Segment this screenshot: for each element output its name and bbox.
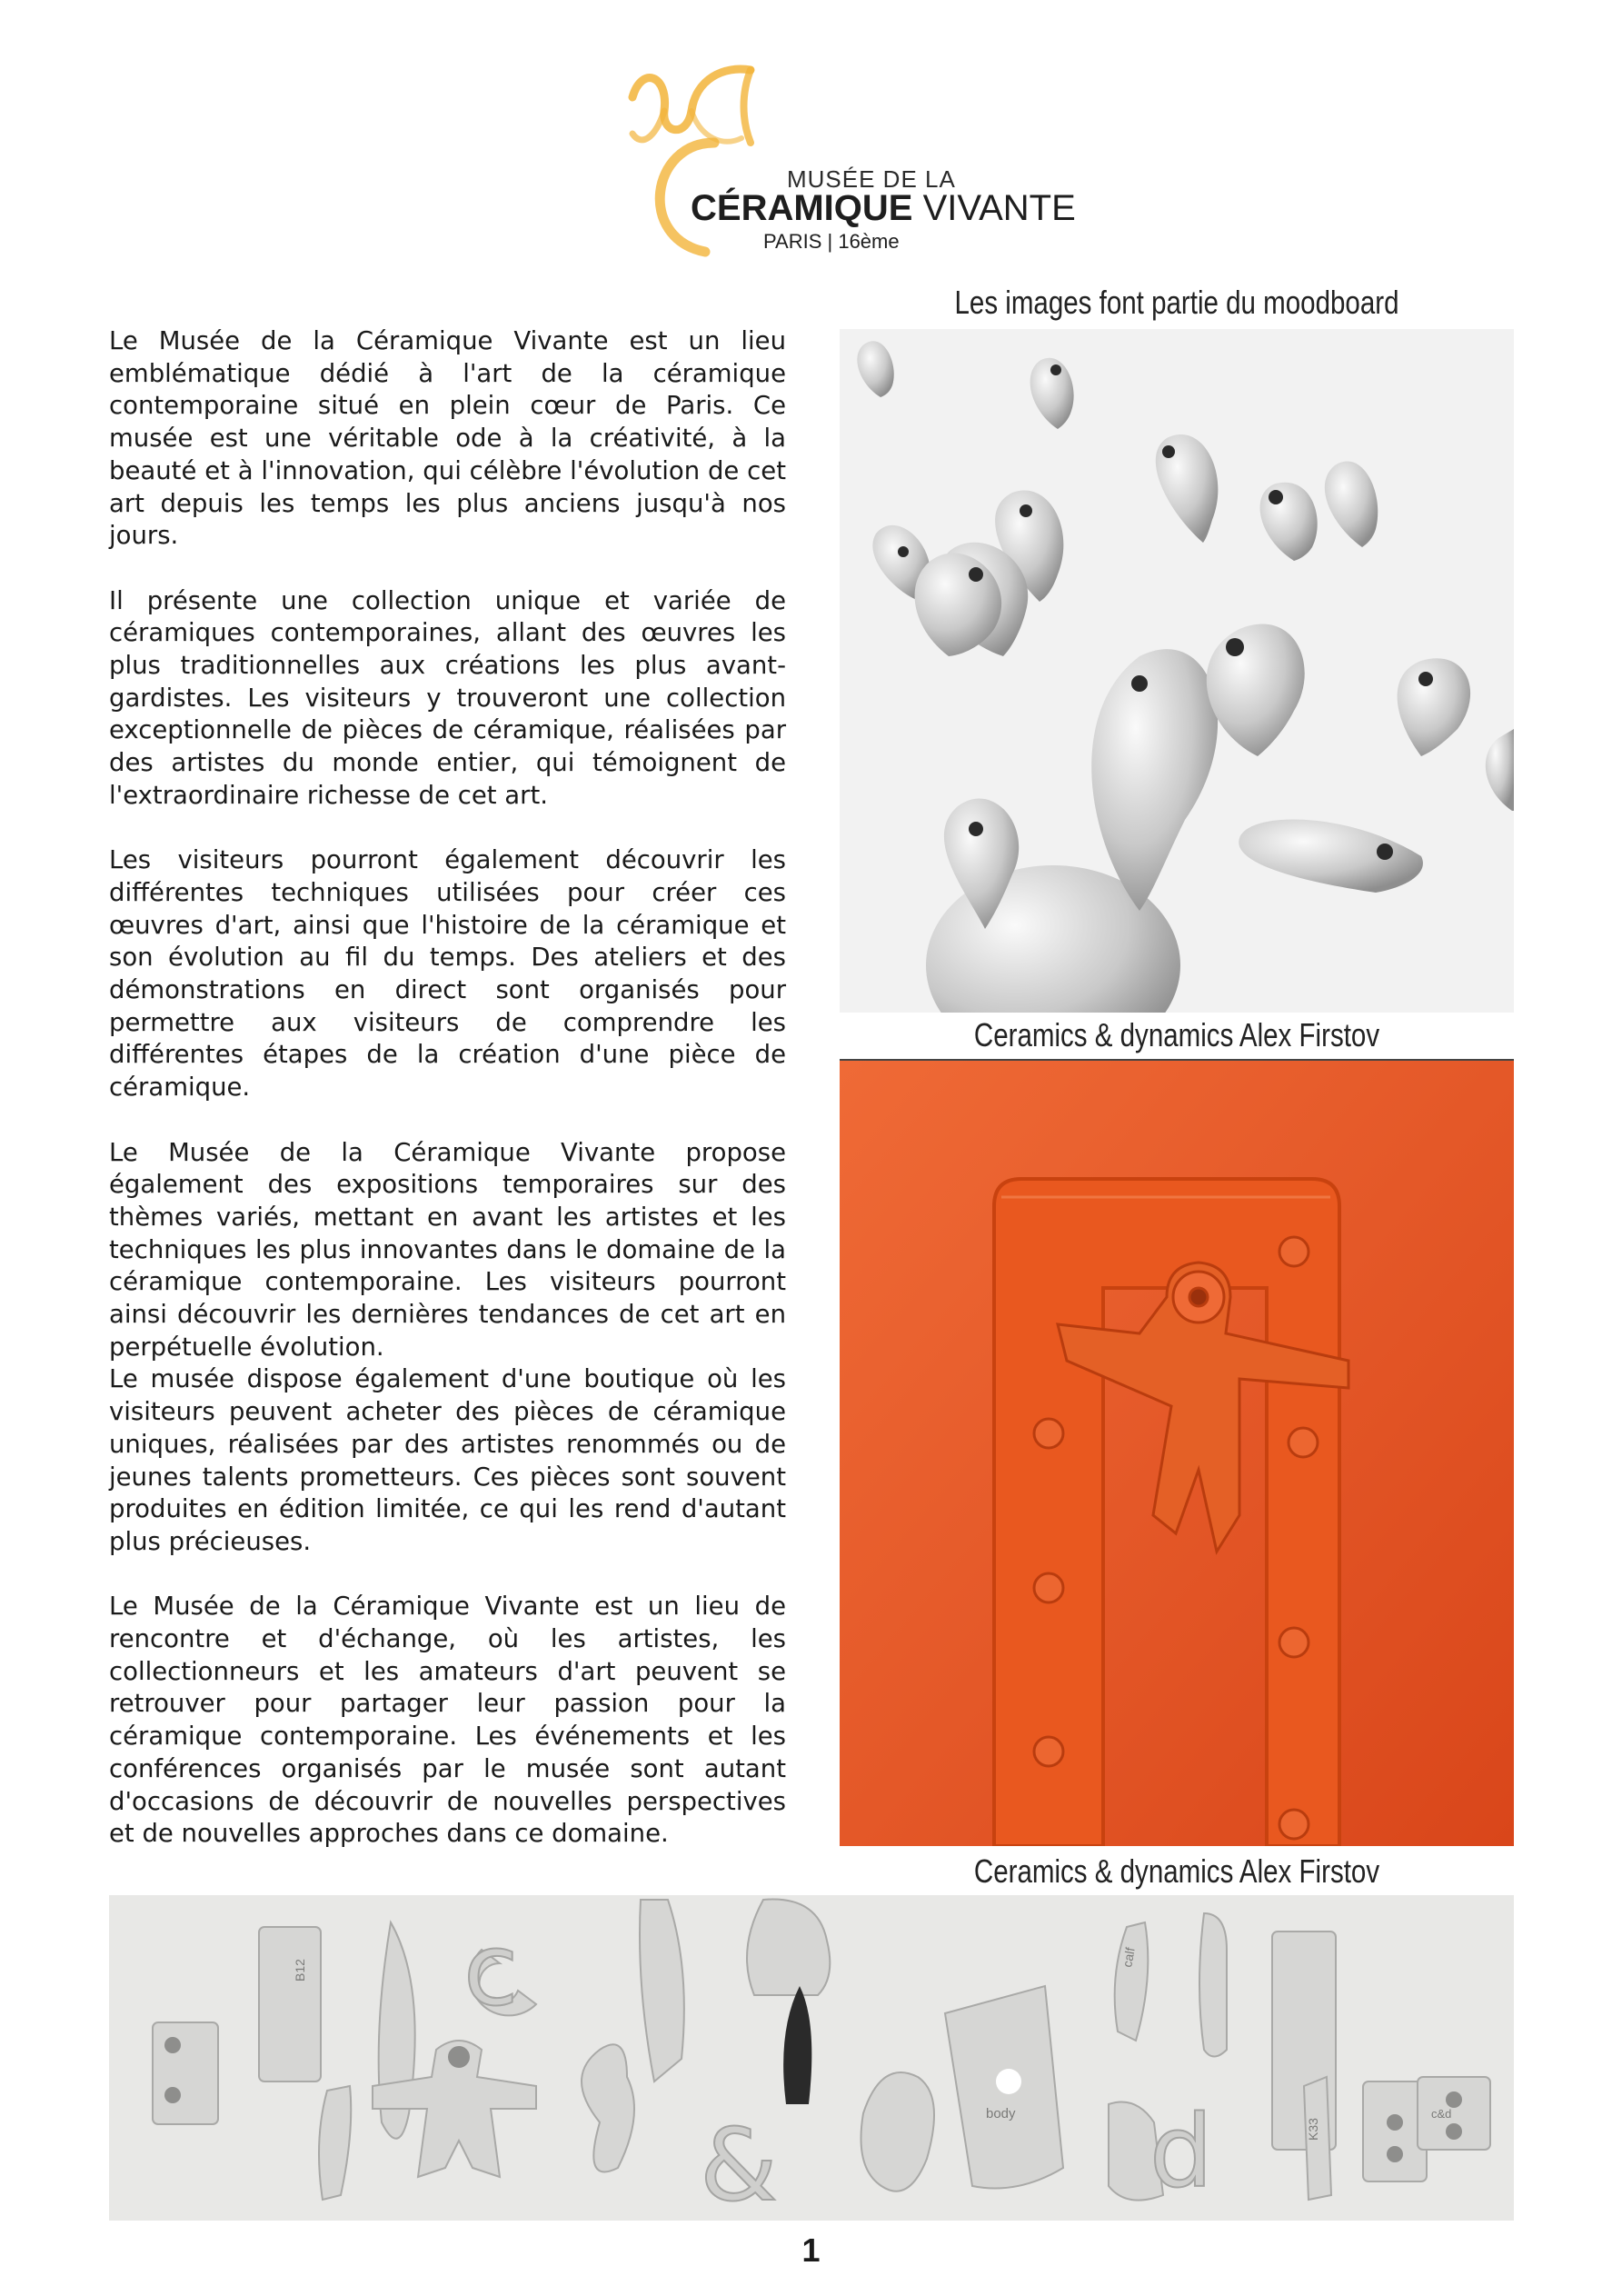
tag-body: body [986,2106,1016,2121]
tag-cd: c&d [1431,2107,1452,2121]
paragraph-techniques: Les visiteurs pourront également découvrir les différentes techniques utilisées pour créer ces œuvres d'art, ainsi que l'histoire de la céramique et son évolution au fil du temps. Des ateliers et des démonstrations en direct sont organisés pour permettre aux visiteurs de comprendre les différentes étapes de la création d'une pièce de céramique. [109,845,786,1103]
ceramic-drops-image [840,329,1514,1013]
logo-line-1: MUSÉE DE LA [787,165,956,193]
logo-monogram-icon [614,56,778,261]
image-2-caption: Ceramics & dynamics Alex Firstov [973,1852,1380,1890]
paragraph-intro: Le Musée de la Céramique Vivante est un lieu emblématique dédié à l'art de la céramique contemporaine situé en plein cœur de Paris. Ce musée est une véritable ode à la créativité, à la beauté et à l'innovation, qui célèbre l'évolution de cet art depuis les temps les plus anciens jusqu'à nos jours. [109,326,786,551]
image-1-caption: Ceramics & dynamics Alex Firstov [973,1016,1380,1053]
logo-line-2 [691,188,1076,229]
logo-line-3: PARIS | 16ème [763,230,900,253]
ceramic-ampersand: & [700,2107,778,2221]
tag-b12: B12 [293,1959,307,1982]
ceramic-pieces-image [109,1895,1514,2221]
tag-k33: K33 [1306,2118,1320,2141]
page-number: 1 [801,2231,821,2269]
moodboard-caption: Les images font partie du moodboard [954,284,1399,321]
ceramic-letter-d: d [1149,2093,1213,2210]
paragraph-exhibitions: Le Musée de la Céramique Vivante propose également des expositions temporaires sur des thèmes variés, mettant en avant les artistes et les techniques les plus innovantes dans le domaine de la céramique contemporaine. Les visiteurs pourront ainsi découvrir les dernières tendances de cet art en perpétuelle évolution. [109,1137,786,1362]
paragraph-boutique: Le musée dispose également d'une boutique où les visiteurs peuvent acheter des pièces de céramique uniques, réalisées par des artistes renommés ou de jeunes talents prometteurs. Ces pièces sont souvent produites en édition limitée, ce qui les rend d'autant plus précieuses. [109,1364,786,1556]
paragraph-collection: Il présente une collection unique et variée de céramiques contemporaines, allant des œuvres les plus traditionnelles aux créations les plus avant-gardistes. Les visiteurs y trouveront une collection exceptionnelle de pièces de céramique, réalisées par des artistes du monde entier, qui témoignent de l'extraordinaire richesse de cet art. [109,585,786,810]
logo-line-2-rest: VIVANTE [912,188,1076,228]
paragraph-meeting: Le Musée de la Céramique Vivante est un lieu de rencontre et d'échange, où les artistes, les collectionneurs et les amateurs d'art peuvent se retrouver pour partager leur passion pour la céramique contemporaine. Les événements et les conférences organisés par le musée sont autant d'occasions de découvrir de nouvelles perspectives et de nouvelles approches dans ce domaine. [109,1592,786,1849]
museum-logo [614,56,1076,261]
orange-ceramic-image [840,1061,1514,1846]
tag-calf: calf [1119,1946,1138,1969]
body-text [109,325,786,1851]
logo-line-2-bold: CÉRAMIQUE [691,188,913,228]
ceramic-letter-c: c [463,1912,519,2028]
